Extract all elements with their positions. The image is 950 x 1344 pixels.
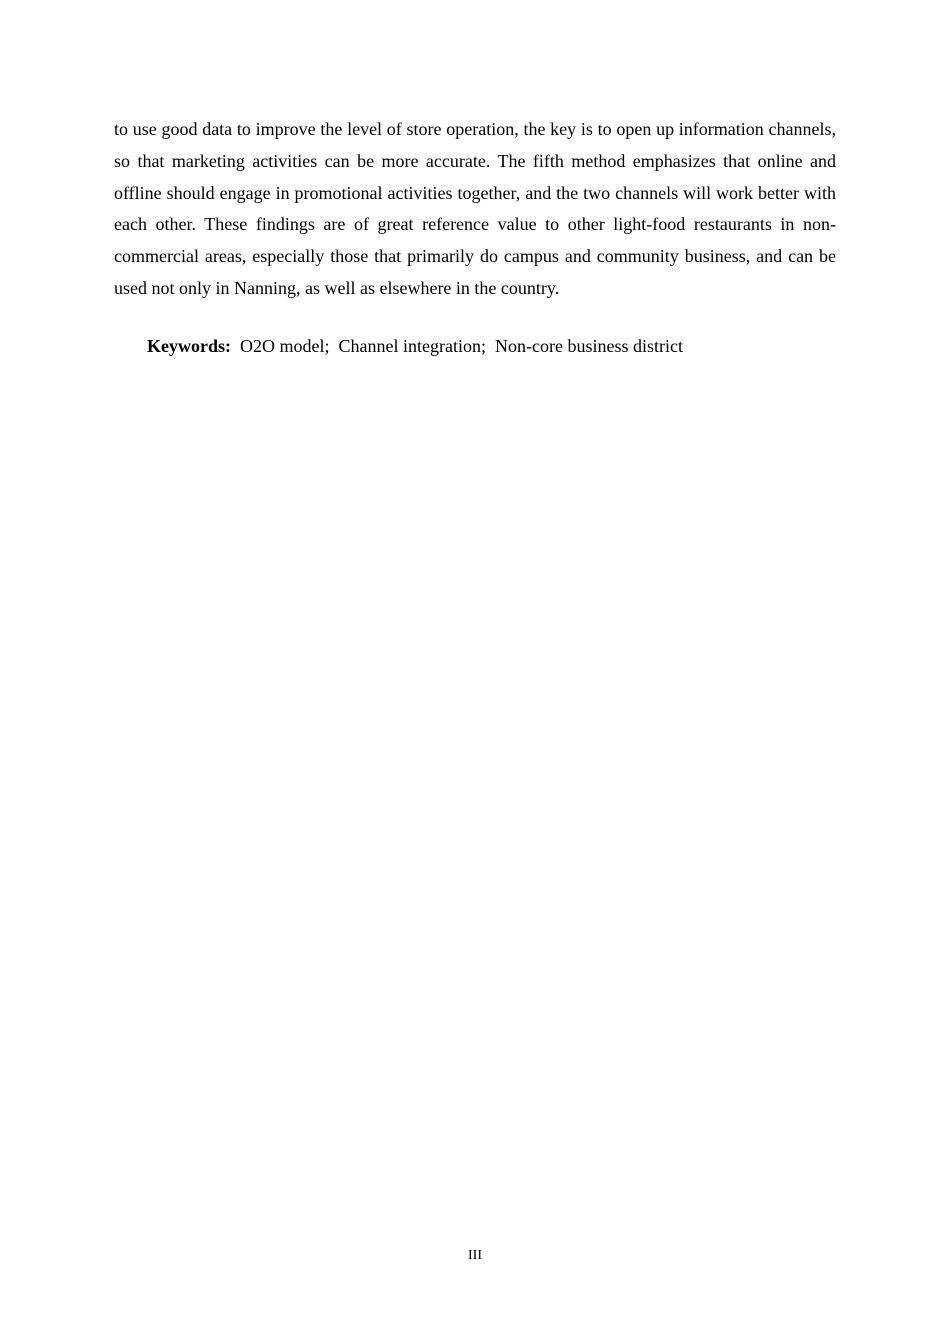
keywords-line: Keywords: O2O model; Channel integration; Non-core business district bbox=[147, 336, 683, 356]
keyword-item: Non-core business district bbox=[495, 336, 683, 356]
page-number: III bbox=[468, 1248, 482, 1263]
abstract-paragraph: to use good data to improve the level of store operation, the key is to open up information channels, so that marketing activities can be more accurate. The fifth method emphasizes that online and offline should engage in promotional activities together, and the two channels will work better with each other. These findings are of great reference value to other light-food restaurants in non-commercial areas, especially those that primarily do campus and community business, and can be used not only in Nanning, as well as elsewhere in the country. bbox=[114, 119, 836, 298]
keywords-label: Keywords: bbox=[147, 336, 231, 356]
keyword-item: O2O model bbox=[240, 336, 325, 356]
keyword-item: Channel integration bbox=[338, 336, 481, 356]
